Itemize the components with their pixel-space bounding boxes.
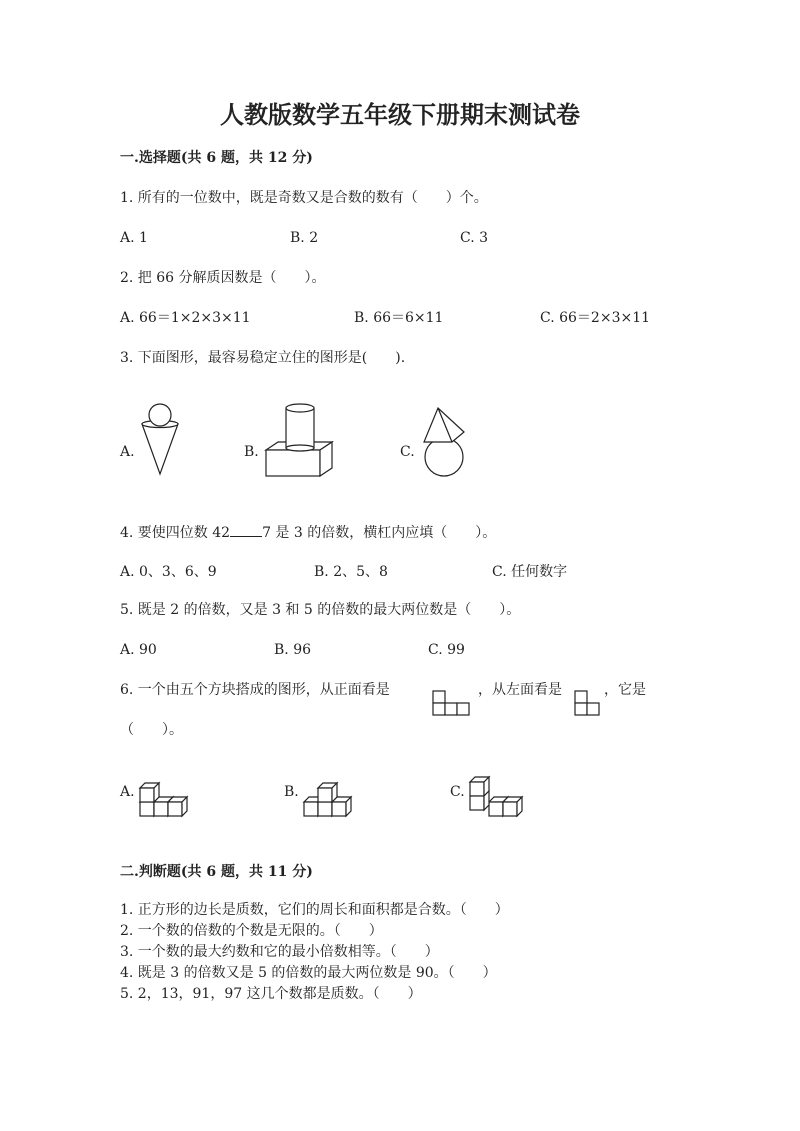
judge-item-1: 1. 正方形的边长是质数，它们的周长和面积都是合数。（ ） [120,902,509,918]
question-1-option-c[interactable]: C. 3 [460,230,489,246]
question-6-stem-part1: 6. 一个由五个方块搭成的图形，从正面看是 [120,682,390,698]
cylinder-on-box-figure [264,402,336,478]
question-5-option-a[interactable]: A. 90 [120,642,157,658]
pyramid-on-sphere-figure [420,402,470,478]
page-title: 人教版数学五年级下册期末测试卷 [220,100,580,129]
question-5-stem: 5. 既是 2 的倍数，又是 3 和 5 的倍数的最大两位数是（ ）。 [120,602,521,618]
question-6-stem-part3: ，它是 [604,682,646,698]
question-1-option-a[interactable]: A. 1 [120,230,148,246]
cube-stack-b-figure [304,776,354,820]
question-6-option-c[interactable]: C. [450,784,465,800]
question-6-option-b[interactable]: B. [284,784,299,800]
judge-item-2: 2. 一个数的倍数的个数是无限的。（ ） [120,923,383,939]
question-6-stem-part2: ，从左面看是 [478,682,562,698]
question-4-blank[interactable] [230,522,262,537]
question-2-option-a[interactable]: A. 66＝1×2×3×11 [120,310,251,326]
question-4-stem [120,522,496,543]
question-1-option-b[interactable]: B. 2 [290,230,319,246]
sphere-on-cone-figure [140,402,180,476]
cube-stack-a-figure [140,778,190,820]
question-2-stem: 2. 把 66 分解质因数是（ ）。 [120,270,326,286]
question-4-stem-prefix: 4. 要使四位数 42 [120,525,231,541]
judge-item-3: 3. 一个数的最大约数和它的最小倍数相等。（ ） [120,944,439,960]
left-view-figure [574,690,602,718]
front-view-figure [432,690,472,718]
question-6-stem-line2: （ ）。 [120,722,183,738]
question-3-option-b[interactable]: B. [244,444,259,460]
question-3-option-c[interactable]: C. [400,444,415,460]
section-heading-choice: 一.选择题(共 6 题，共 12 分) [120,150,313,166]
question-4-option-a[interactable]: A. 0、3、6、9 [120,564,217,580]
section-heading-true-false: 二.判断题(共 6 题，共 11 分) [120,864,313,880]
judge-item-5: 5. 2，13，91，97 这几个数都是质数。（ ） [120,986,422,1002]
question-5-option-b[interactable]: B. 96 [274,642,312,658]
question-1-stem: 1. 所有的一位数中，既是奇数又是合数的数有（ ）个。 [120,190,488,206]
question-3-option-a[interactable]: A. [120,444,135,460]
judge-item-4: 4. 既是 3 的倍数又是 5 的倍数的最大两位数是 90。（ ） [120,965,497,981]
cube-stack-c-figure [470,774,522,820]
question-4-stem-suffix: 7 是 3 的倍数，横杠内应填（ ）。 [262,525,497,541]
question-2-option-b[interactable]: B. 66＝6×11 [354,310,444,326]
question-4-option-c[interactable]: C. 任何数字 [492,564,568,580]
question-2-option-c[interactable]: C. 66＝2×3×11 [540,310,651,326]
question-5-option-c[interactable]: C. 99 [428,642,465,658]
question-4-option-b[interactable]: B. 2、5、8 [314,564,388,580]
question-3-stem: 3. 下面图形，最容易稳定立住的图形是( ). [120,350,406,366]
question-6-option-a[interactable]: A. [120,784,135,800]
